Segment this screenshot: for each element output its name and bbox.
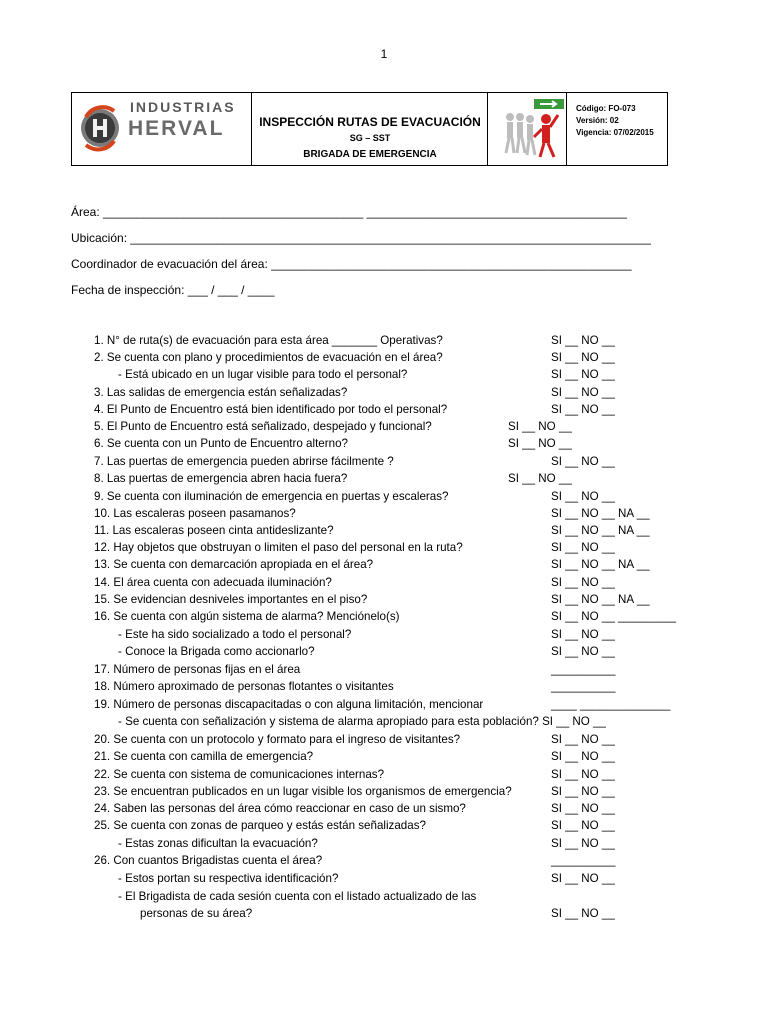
- answer-options[interactable]: SI __ NO __: [508, 472, 572, 485]
- question-label: 5. El Punto de Encuentro está señalizado, despejado y funcional?: [94, 420, 432, 433]
- answer-options[interactable]: SI __ NO __: [551, 576, 615, 589]
- field-ubicacion[interactable]: Ubicación: ______________________________________________________________________________: [71, 231, 651, 245]
- question-label: 1. N° de ruta(s) de evacuación para esta área _______ Operativas?: [94, 334, 443, 347]
- question-label: 16. Se cuenta con algún sistema de alarma? Menciónelo(s): [94, 610, 400, 623]
- answer-options[interactable]: SI __ NO __: [508, 420, 572, 433]
- question-label: - Se cuenta con señalización y sistema de alarma apropiado para esta población? SI __ NO __: [118, 715, 606, 728]
- doc-code: Código: FO-073: [576, 104, 636, 113]
- question-label: - Este ha sido socializado a todo el personal?: [118, 628, 352, 641]
- answer-options[interactable]: SI __ NO __: [551, 837, 615, 850]
- field-fecha[interactable]: Fecha de inspección: ___ / ___ / ____: [71, 283, 275, 297]
- question-label: 4. El Punto de Encuentro está bien identificado por todo el personal?: [94, 403, 448, 416]
- question-label: 24. Saben las personas del área cómo reaccionar en caso de un sismo?: [94, 802, 466, 815]
- answer-options[interactable]: SI __ NO __: [551, 490, 615, 503]
- form-title: INSPECCIÓN RUTAS DE EVACUACIÓN: [259, 115, 481, 129]
- answer-options[interactable]: SI __ NO __: [551, 750, 615, 763]
- question-label: 15. Se evidencian desniveles importantes en el piso?: [94, 593, 368, 606]
- answer-options[interactable]: SI __ NO __: [551, 403, 615, 416]
- question-label: 20. Se cuenta con un protocolo y formato para el ingreso de visitantes?: [94, 733, 461, 746]
- question-label: - Estos portan su respectiva identificación?: [118, 872, 339, 885]
- answer-options[interactable]: SI __ NO __: [551, 802, 615, 815]
- question-label: 26. Con cuantos Brigadistas cuenta el área?: [94, 854, 323, 867]
- answer-options[interactable]: SI __ NO __ NA __: [551, 558, 650, 571]
- answer-options[interactable]: SI __ NO __: [551, 785, 615, 798]
- answer-options[interactable]: SI __ NO __: [551, 386, 615, 399]
- question-label: 3. Las salidas de emergencia están señalizadas?: [94, 386, 348, 399]
- question-label: 22. Se cuenta con sistema de comunicaciones internas?: [94, 768, 385, 781]
- industrias-herval-logo-icon: [78, 97, 122, 159]
- question-label: 6. Se cuenta con un Punto de Encuentro alterno?: [94, 437, 348, 450]
- question-label: 10. Las escaleras poseen pasamanos?: [94, 507, 296, 520]
- question-label: 19. Número de personas discapacitadas o con alguna limitación, mencionar: [94, 698, 484, 711]
- answer-options[interactable]: SI __ NO __: [508, 437, 572, 450]
- title-cell: [252, 93, 488, 165]
- question-label: 9. Se cuenta con iluminación de emergencia en puertas y escaleras?: [94, 490, 449, 503]
- answer-options[interactable]: SI __ NO __: [551, 541, 615, 554]
- doc-vigencia: Vigencia: 07/02/2015: [576, 128, 654, 137]
- answer-options[interactable]: SI __ NO __: [551, 455, 615, 468]
- document-header: [71, 92, 668, 166]
- question-label: 8. Las puertas de emergencia abren hacia fuera?: [94, 472, 348, 485]
- form-subtitle: SG – SST: [349, 133, 391, 143]
- field-coordinador[interactable]: Coordinador de evacuación del área: ______________________________________________________: [71, 257, 632, 271]
- answer-options[interactable]: SI __ NO __: [551, 351, 615, 364]
- form-subtitle-2: BRIGADA DE EMERGENCIA: [303, 149, 437, 160]
- answer-options[interactable]: SI __ NO __: [551, 872, 615, 885]
- question-label: 23. Se encuentran publicados en un lugar visible los organismos de emergencia?: [94, 785, 512, 798]
- page-number: 1: [380, 47, 388, 61]
- question-label: 11. Las escaleras poseen cinta antideslizante?: [94, 524, 334, 537]
- answer-options[interactable]: SI __ NO __: [551, 907, 615, 920]
- field-area[interactable]: Área: _______________________________________ _______________________________________: [71, 205, 627, 219]
- question-label: 12. Hay objetos que obstruyan o limiten el paso del personal en la ruta?: [94, 541, 463, 554]
- answer-options[interactable]: SI __ NO __ NA __: [551, 524, 650, 537]
- question-label: 7. Las puertas de emergencia pueden abrirse fácilmente ?: [94, 455, 394, 468]
- answer-options[interactable]: __________: [551, 663, 616, 676]
- question-label: - El Brigadista de cada sesión cuenta con el listado actualizado de las: [118, 890, 477, 903]
- answer-options[interactable]: SI __ NO __: [551, 768, 615, 781]
- question-label: 25. Se cuenta con zonas de parqueo y estás están señalizadas?: [94, 819, 426, 832]
- answer-options[interactable]: SI __ NO __: [551, 733, 615, 746]
- question-label: 21. Se cuenta con camilla de emergencia?: [94, 750, 314, 763]
- answer-options[interactable]: SI __ NO __: [551, 628, 615, 641]
- answer-options[interactable]: SI __ NO __: [551, 645, 615, 658]
- answer-options[interactable]: __________: [551, 854, 616, 867]
- question-label: 14. El área cuenta con adecuada iluminación?: [94, 576, 332, 589]
- question-label: 2. Se cuenta con plano y procedimientos de evacuación en el área?: [94, 351, 443, 364]
- answer-options[interactable]: SI __ NO __: [551, 819, 615, 832]
- answer-options[interactable]: SI __ NO __ _________: [551, 610, 677, 623]
- answer-options[interactable]: __________: [551, 680, 616, 693]
- exit-figures-illustration-icon: [500, 97, 568, 161]
- answer-options[interactable]: SI __ NO __: [551, 368, 615, 381]
- answer-options[interactable]: SI __ NO __ NA __: [551, 507, 650, 520]
- answer-options[interactable]: SI __ NO __ NA __: [551, 593, 650, 606]
- document-meta: [566, 93, 667, 165]
- question-label: 17. Número de personas fijas en el área: [94, 663, 301, 676]
- answer-options[interactable]: SI __ NO __: [551, 334, 615, 347]
- question-label: 13. Se cuenta con demarcación apropiada en el área?: [94, 558, 374, 571]
- doc-version: Versión: 02: [576, 116, 619, 125]
- logo-text-bottom: HERVAL: [128, 117, 225, 140]
- logo-text-top: INDUSTRIAS: [130, 99, 236, 115]
- question-label: 18. Número aproximado de personas flotantes o visitantes: [94, 680, 394, 693]
- answer-options[interactable]: ____ ______________: [551, 698, 671, 711]
- logo-cell: [72, 93, 252, 165]
- question-label: - Está ubicado en un lugar visible para todo el personal?: [118, 368, 408, 381]
- question-label: - Conoce la Brigada como accionarlo?: [118, 645, 315, 658]
- question-label: - Estas zonas dificultan la evacuación?: [118, 837, 318, 850]
- question-label: personas de su área?: [140, 907, 253, 920]
